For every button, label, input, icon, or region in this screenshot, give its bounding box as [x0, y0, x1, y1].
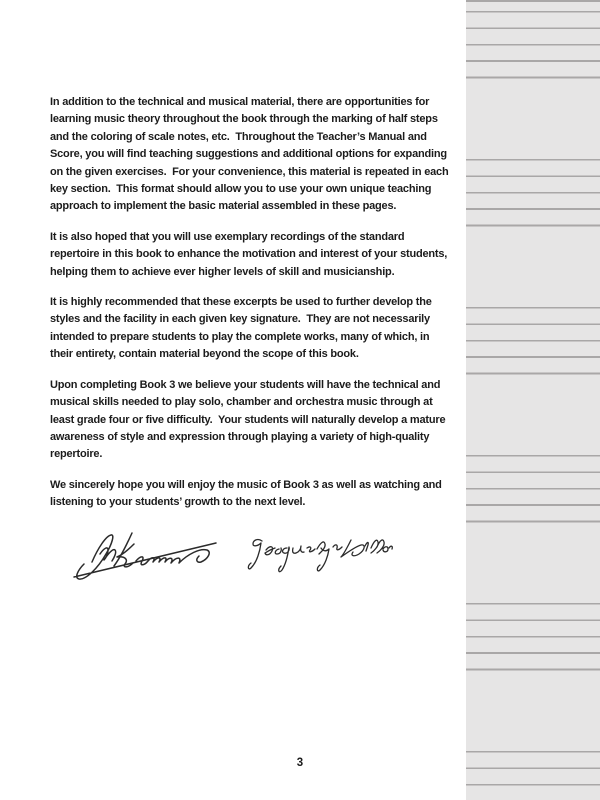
staff-paper-panel — [466, 0, 600, 800]
paragraph-4: Upon completing Book 3 we believe your students will have the technical and musical skills needed to play solo, chamber and orchestra music through at least grade four or five difficulty. Your students will naturally develop a mature awareness of style and expression through playing a variety of high-quality repertoire. — [50, 378, 449, 461]
signature-dillon — [246, 534, 394, 574]
paragraph-3: It is highly recommended that these excerpts be used to further develop the styles and the facility in each given key signature. They are not necessarily intended to prepare students to play the complete works, many of which, in their entirety, contain material beyond the scope of this book. — [50, 296, 435, 361]
signatures-row — [70, 528, 400, 580]
signature-kjelland — [70, 528, 220, 580]
paragraph-1: In addition to the technical and musical material, there are opportunities for learning music theory throughout the book through the marking of half steps and the coloring of scale notes, etc. Throughout the Teacher’s Manual and Score, you will find teaching suggestions and additional options for expanding on the given exercises. For your convenience, this material is repeated in each key section. This format should allow you to use your own unique teaching approach to implement the basic material assembled in these pages. — [50, 96, 452, 213]
paragraph-2: It is also hoped that you will use exemplary recordings of the standard repertoire in this book to enhance the motivation and interest of your students, helping them to achieve ever higher levels of skill and musicianship. — [50, 230, 451, 278]
body-text — [50, 94, 452, 525]
page-number: 3 — [296, 757, 304, 769]
paragraph-5: We sincerely hope you will enjoy the music of Book 3 as well as watching and listening to your students’ growth to the next level. — [50, 478, 445, 509]
